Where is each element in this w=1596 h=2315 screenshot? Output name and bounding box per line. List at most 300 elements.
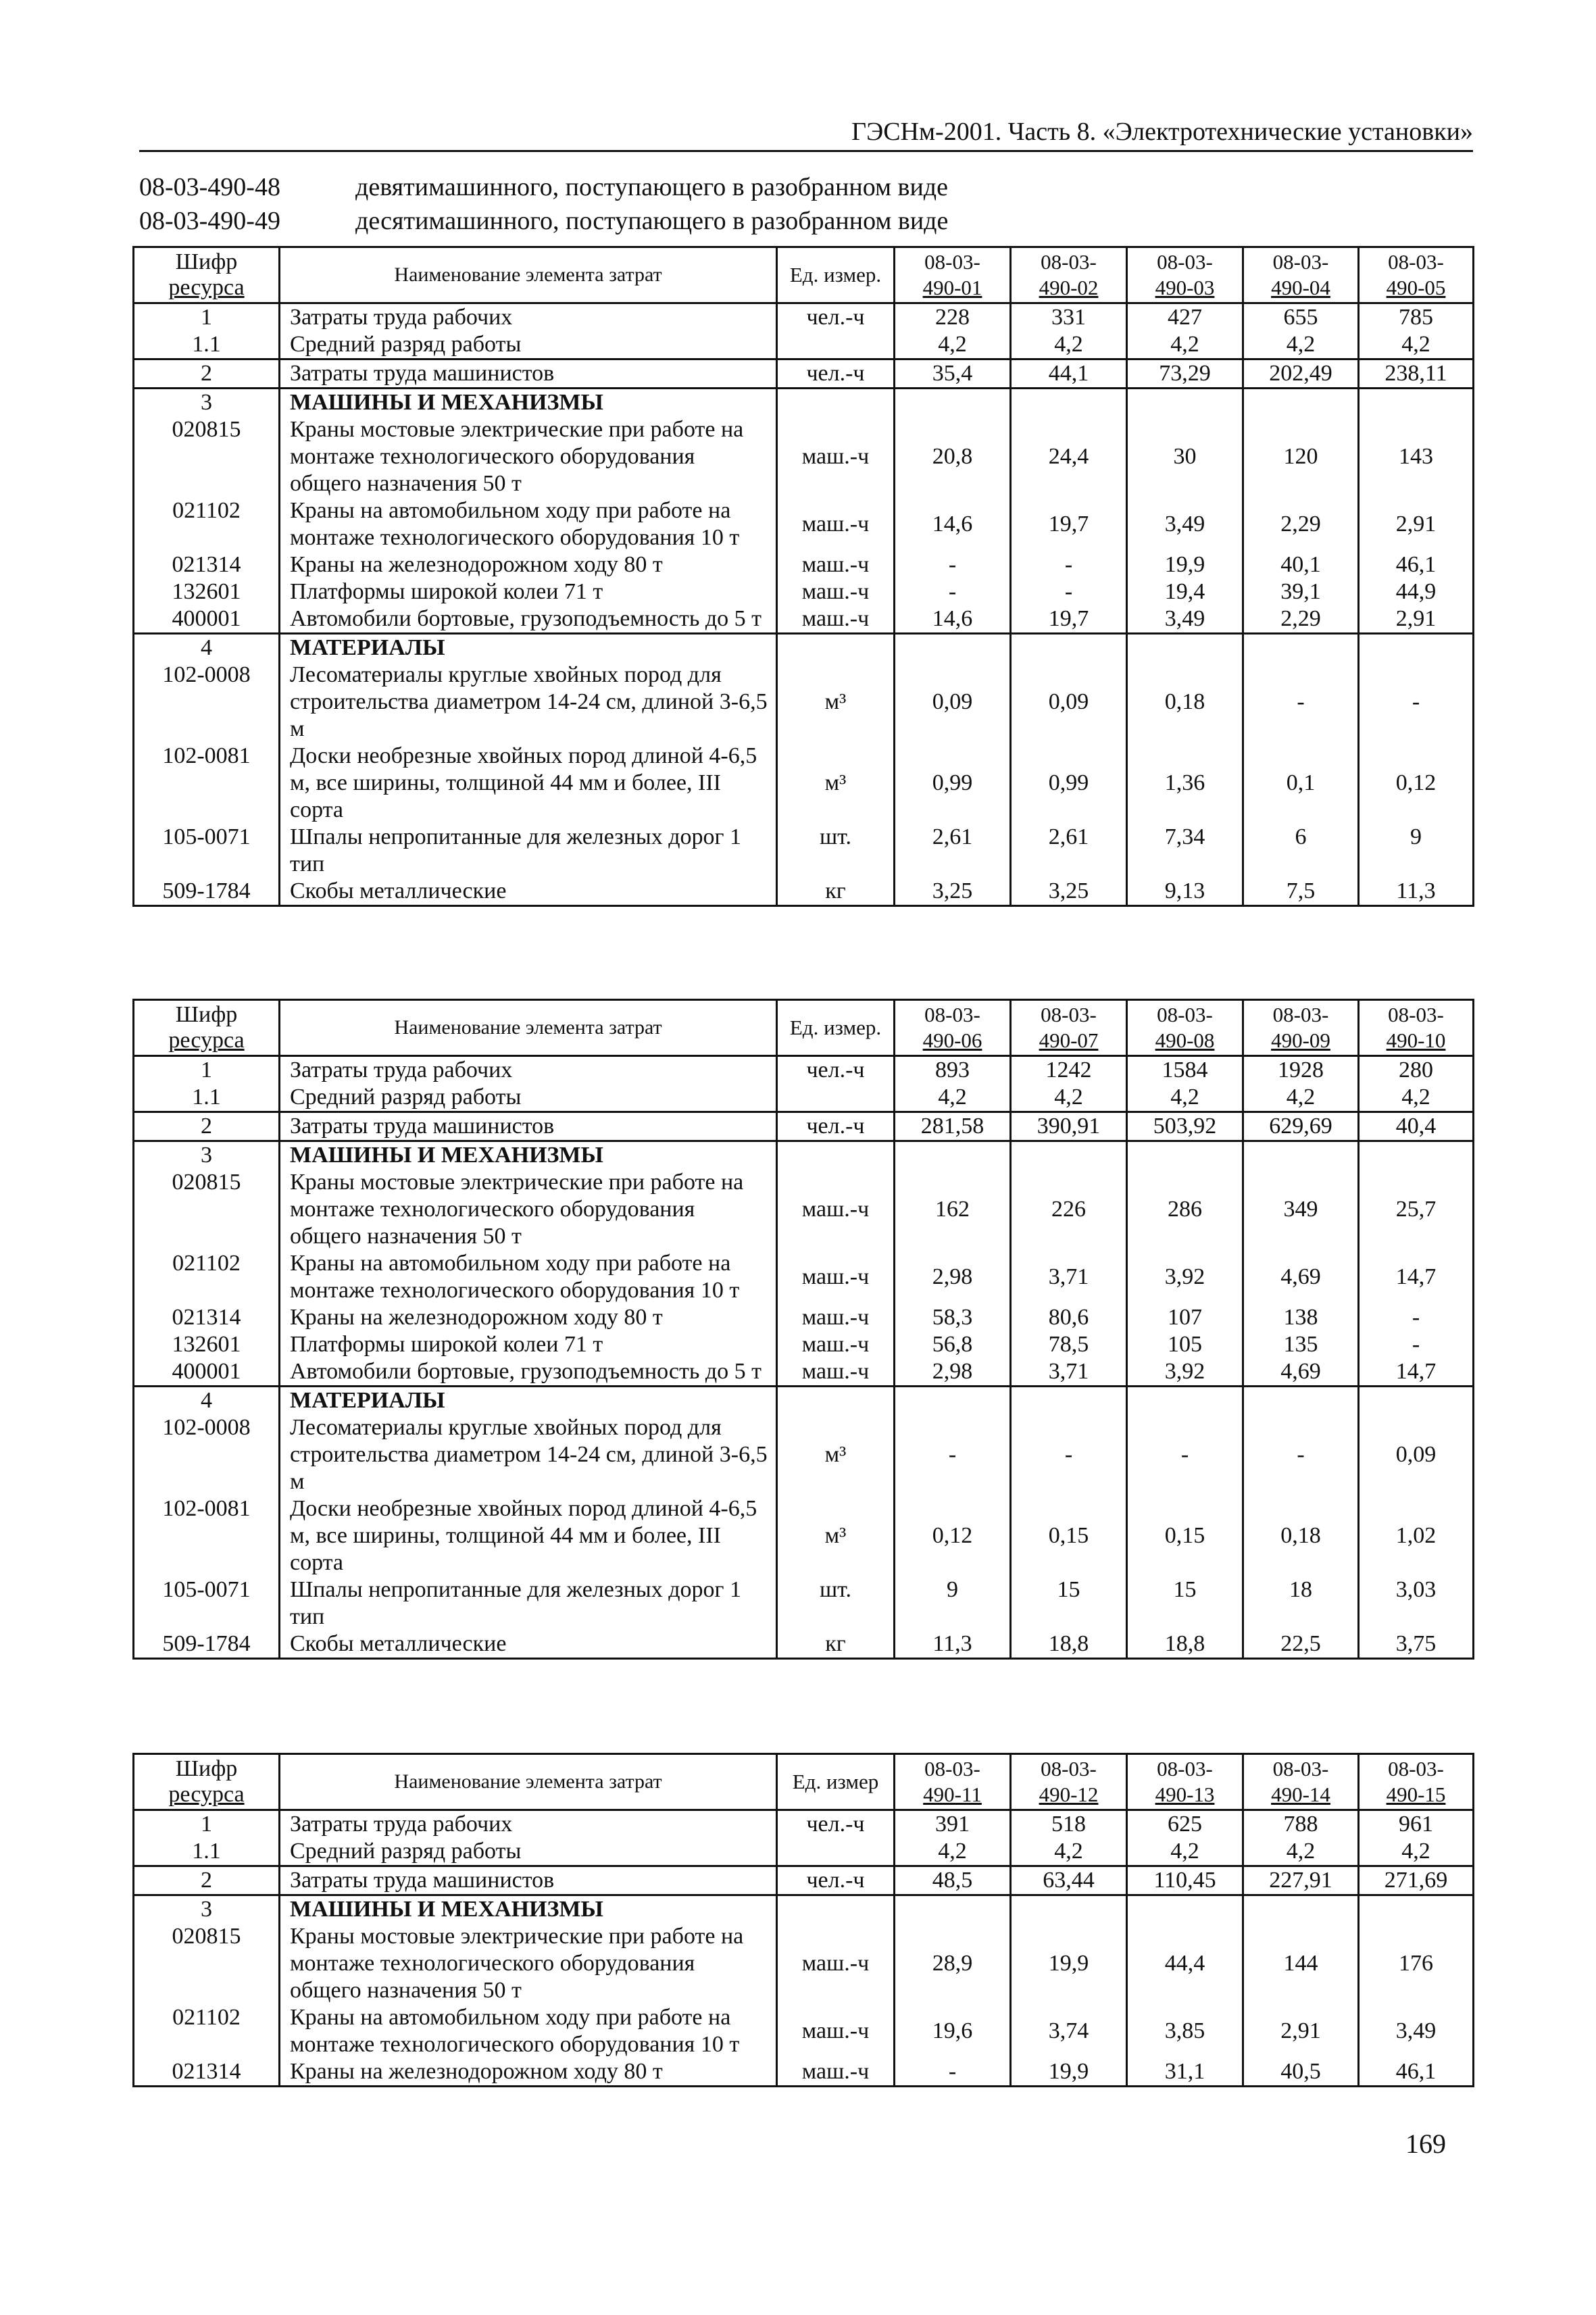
norm-code-line1: 08-03-	[1157, 1757, 1213, 1781]
resource-code-header-line2: ресурса	[168, 1028, 245, 1053]
value-cell: 19,9	[1127, 551, 1243, 578]
value-cell: 4,69	[1243, 1250, 1359, 1304]
value-cell: 4,2	[1243, 1838, 1359, 1866]
table-row	[134, 303, 1474, 332]
cost-element-name: МАТЕРИАЛЫ	[280, 634, 777, 662]
value-cell: 9	[1359, 824, 1474, 878]
cost-element-name: Затраты труда рабочих	[280, 1056, 777, 1085]
cost-element-name: МАТЕРИАЛЫ	[280, 1387, 777, 1415]
value-cell: 11,3	[1359, 878, 1474, 906]
norm-code-line2: 490-04	[1271, 276, 1330, 299]
resource-code: 102-0081	[134, 1495, 280, 1576]
value-cell: -	[1359, 1331, 1474, 1358]
table-row	[134, 605, 1474, 634]
resource-table-1	[132, 246, 1474, 907]
value-cell: 56,8	[895, 1331, 1011, 1358]
cost-element-name: Платформы широкой колеи 71 т	[280, 1331, 777, 1358]
cost-element-name-header: Наименование элемента затрат	[280, 1754, 777, 1810]
cost-element-name: Краны на железнодорожном ходу 80 т	[280, 1304, 777, 1331]
value-cell	[1011, 1387, 1127, 1415]
resource-code: 3	[134, 1141, 280, 1170]
value-cell: 625	[1127, 1810, 1243, 1839]
value-cell: 0,99	[895, 743, 1011, 824]
value-cell: 503,92	[1127, 1112, 1243, 1141]
value-cell: 19,6	[895, 2004, 1011, 2058]
value-cell: 143	[1359, 416, 1474, 497]
value-cell: 31,1	[1127, 2058, 1243, 2087]
value-cell	[1359, 1141, 1474, 1170]
cost-element-name: Автомобили бортовые, грузоподъемность до 5 т	[280, 605, 777, 634]
cost-element-name: Затраты труда рабочих	[280, 303, 777, 332]
unit-header: Ед. измер.	[777, 247, 895, 303]
value-cell: 0,15	[1011, 1495, 1127, 1576]
cost-element-name: МАШИНЫ И МЕХАНИЗМЫ	[280, 1895, 777, 1924]
value-cell	[1243, 634, 1359, 662]
value-cell: 7,34	[1127, 824, 1243, 878]
cost-element-name: Краны мостовые электрические при работе на монтаже технологического оборудования общего назначения 50 т	[280, 1169, 777, 1250]
value-cell: 3,25	[1011, 878, 1127, 906]
table-row	[134, 1866, 1474, 1895]
value-cell: 271,69	[1359, 1866, 1474, 1895]
value-cell: 44,9	[1359, 578, 1474, 605]
norm-code-line2: 490-10	[1386, 1028, 1446, 1052]
resource-code: 1	[134, 303, 280, 332]
value-cell	[895, 389, 1011, 417]
value-cell: 3,25	[895, 878, 1011, 906]
norm-code-header	[1359, 1754, 1474, 1810]
value-cell: 2,98	[895, 1358, 1011, 1387]
value-cell: 961	[1359, 1810, 1474, 1839]
code-line	[139, 204, 948, 238]
norm-code-header	[1243, 1754, 1359, 1810]
value-cell: 3,49	[1359, 2004, 1474, 2058]
value-cell: 4,2	[1243, 331, 1359, 359]
norm-code-line1: 08-03-	[1388, 1003, 1444, 1026]
cost-element-name: Платформы широкой колеи 71 т	[280, 578, 777, 605]
cost-element-name: Краны на автомобильном ходу при работе на монтаже технологического оборудования 10 т	[280, 2004, 777, 2058]
unit: чел.-ч	[777, 1056, 895, 1085]
resource-code: 4	[134, 634, 280, 662]
table-row	[134, 1495, 1474, 1576]
norm-code-line2: 490-15	[1386, 1783, 1446, 1806]
resource-code: 132601	[134, 578, 280, 605]
value-cell: 144	[1243, 1923, 1359, 2004]
value-cell: -	[1359, 1304, 1474, 1331]
unit: маш.-ч	[777, 551, 895, 578]
value-cell	[1011, 1895, 1127, 1924]
value-cell: 893	[895, 1056, 1011, 1085]
value-cell	[1011, 634, 1127, 662]
value-cell: 46,1	[1359, 551, 1474, 578]
cost-element-name: Краны мостовые электрические при работе на монтаже технологического оборудования общего назначения 50 т	[280, 1923, 777, 2004]
value-cell: 44,1	[1011, 359, 1127, 389]
value-cell: 3,71	[1011, 1250, 1127, 1304]
resource-code: 132601	[134, 1331, 280, 1358]
table-row	[134, 743, 1474, 824]
value-cell	[1243, 389, 1359, 417]
value-cell: 1928	[1243, 1056, 1359, 1085]
norm-code-line2: 490-11	[923, 1783, 982, 1806]
value-cell: 14,6	[895, 605, 1011, 634]
unit: маш.-ч	[777, 416, 895, 497]
table-row	[134, 389, 1474, 417]
resource-code: 3	[134, 1895, 280, 1924]
value-cell: 788	[1243, 1810, 1359, 1839]
cost-element-name: Шпалы непропитанные для железных дорог 1 тип	[280, 1576, 777, 1631]
resource-code: 400001	[134, 1358, 280, 1387]
value-cell: -	[895, 578, 1011, 605]
value-cell	[1243, 1141, 1359, 1170]
code-line	[139, 170, 948, 204]
value-cell: 162	[895, 1169, 1011, 1250]
norm-code-line1: 08-03-	[1272, 1757, 1329, 1781]
value-cell: 2,91	[1359, 497, 1474, 551]
norm-code-header	[1127, 1000, 1243, 1056]
resource-code: 3	[134, 389, 280, 417]
value-cell: 58,3	[895, 1304, 1011, 1331]
value-cell: 2,91	[1359, 605, 1474, 634]
unit: кг	[777, 878, 895, 906]
value-cell: 3,49	[1127, 605, 1243, 634]
value-cell: 0,1	[1243, 743, 1359, 824]
value-cell: 4,2	[1127, 1084, 1243, 1112]
cost-element-name: МАШИНЫ И МЕХАНИЗМЫ	[280, 1141, 777, 1170]
norm-code-line1: 08-03-	[1041, 250, 1097, 274]
resource-code: 021314	[134, 1304, 280, 1331]
value-cell: 40,1	[1243, 551, 1359, 578]
table-header-row	[134, 1754, 1474, 1810]
value-cell	[1011, 389, 1127, 417]
resource-code: 021102	[134, 2004, 280, 2058]
value-cell: 4,2	[1011, 1084, 1127, 1112]
unit: маш.-ч	[777, 1250, 895, 1304]
value-cell: 4,2	[1359, 331, 1474, 359]
value-cell: 785	[1359, 303, 1474, 332]
value-cell: 2,91	[1243, 2004, 1359, 2058]
cost-element-name: Доски необрезные хвойных пород длиной 4-6,5 м, все ширины, толщиной 44 мм и более, III сорта	[280, 1495, 777, 1576]
unit: м³	[777, 1414, 895, 1495]
value-cell: 19,9	[1011, 2058, 1127, 2087]
unit: шт.	[777, 824, 895, 878]
unit: кг	[777, 1631, 895, 1659]
unit: маш.-ч	[777, 1923, 895, 2004]
value-cell: 4,69	[1243, 1358, 1359, 1387]
value-cell: -	[895, 551, 1011, 578]
value-cell: 2,29	[1243, 497, 1359, 551]
norm-code-header	[1011, 247, 1127, 303]
norm-code-line2: 490-07	[1039, 1028, 1099, 1052]
norm-code-line1: 08-03-	[924, 1757, 980, 1781]
unit: маш.-ч	[777, 605, 895, 634]
value-cell: 391	[895, 1810, 1011, 1839]
norm-code-line1: 08-03-	[1041, 1757, 1097, 1781]
value-cell: 80,6	[1011, 1304, 1127, 1331]
value-cell: -	[1127, 1414, 1243, 1495]
header-rule	[139, 150, 1473, 152]
value-cell: 0,09	[895, 662, 1011, 743]
resource-code: 021102	[134, 1250, 280, 1304]
value-cell: 331	[1011, 303, 1127, 332]
table-row	[134, 1387, 1474, 1415]
value-cell: 4,2	[1359, 1084, 1474, 1112]
unit: маш.-ч	[777, 1331, 895, 1358]
value-cell: 40,4	[1359, 1112, 1474, 1141]
value-cell: 176	[1359, 1923, 1474, 2004]
norm-code-line1: 08-03-	[924, 250, 980, 274]
cost-element-name-header: Наименование элемента затрат	[280, 1000, 777, 1056]
resource-table-3	[132, 1753, 1474, 2087]
value-cell: 3,74	[1011, 2004, 1127, 2058]
value-cell: 518	[1011, 1810, 1127, 1839]
table-row	[134, 1304, 1474, 1331]
value-cell: 4,2	[895, 1838, 1011, 1866]
norm-code-header	[895, 1000, 1011, 1056]
table-row	[134, 1810, 1474, 1839]
value-cell: 4,2	[1243, 1084, 1359, 1112]
value-cell: 4,2	[895, 331, 1011, 359]
unit: чел.-ч	[777, 1866, 895, 1895]
cost-element-name: Краны на железнодорожном ходу 80 т	[280, 2058, 777, 2087]
page-number: 169	[1405, 2129, 1446, 2159]
value-cell: 39,1	[1243, 578, 1359, 605]
value-cell: 4,2	[1011, 331, 1127, 359]
value-cell: 629,69	[1243, 1112, 1359, 1141]
value-cell: 110,45	[1127, 1866, 1243, 1895]
cost-element-name: Средний разряд работы	[280, 1838, 777, 1866]
value-cell: 73,29	[1127, 359, 1243, 389]
value-cell	[1359, 389, 1474, 417]
norm-code-header	[895, 1754, 1011, 1810]
resource-code: 020815	[134, 1169, 280, 1250]
norm-code-line1: 08-03-	[1157, 250, 1213, 274]
cost-element-name: Средний разряд работы	[280, 331, 777, 359]
resource-code: 2	[134, 1112, 280, 1141]
value-cell: 0,18	[1127, 662, 1243, 743]
resource-code: 509-1784	[134, 1631, 280, 1659]
value-cell	[1127, 1387, 1243, 1415]
resource-code-header	[134, 1754, 280, 1810]
resource-code-header	[134, 1000, 280, 1056]
resource-code: 021314	[134, 551, 280, 578]
value-cell: 0,18	[1243, 1495, 1359, 1576]
unit	[777, 634, 895, 662]
value-cell: 1,02	[1359, 1495, 1474, 1576]
value-cell: 3,92	[1127, 1250, 1243, 1304]
value-cell: 655	[1243, 303, 1359, 332]
value-cell	[1127, 1895, 1243, 1924]
cost-element-name: Затраты труда машинистов	[280, 359, 777, 389]
value-cell: 48,5	[895, 1866, 1011, 1895]
value-cell: 14,7	[1359, 1250, 1474, 1304]
value-cell: 35,4	[895, 359, 1011, 389]
resource-code-header	[134, 247, 280, 303]
value-cell: -	[895, 1414, 1011, 1495]
norm-code-line2: 490-02	[1039, 276, 1099, 299]
value-cell: 2,61	[895, 824, 1011, 878]
table-row	[134, 1169, 1474, 1250]
value-cell: 19,7	[1011, 605, 1127, 634]
value-cell: 3,03	[1359, 1576, 1474, 1631]
resource-code: 105-0071	[134, 824, 280, 878]
value-cell: 2,98	[895, 1250, 1011, 1304]
unit	[777, 1387, 895, 1415]
table-row	[134, 1056, 1474, 1085]
value-cell: 0,99	[1011, 743, 1127, 824]
value-cell: 0,09	[1359, 1414, 1474, 1495]
value-cell	[895, 634, 1011, 662]
code-number: 08-03-490-49	[139, 207, 280, 235]
value-cell: -	[1011, 1414, 1127, 1495]
value-cell	[1127, 634, 1243, 662]
value-cell: 107	[1127, 1304, 1243, 1331]
unit: маш.-ч	[777, 1358, 895, 1387]
unit: маш.-ч	[777, 2004, 895, 2058]
value-cell: 44,4	[1127, 1923, 1243, 2004]
value-cell: 3,92	[1127, 1358, 1243, 1387]
value-cell: 238,11	[1359, 359, 1474, 389]
table-row	[134, 359, 1474, 389]
value-cell: 286	[1127, 1169, 1243, 1250]
cost-element-name: Краны на автомобильном ходу при работе на монтаже технологического оборудования 10 т	[280, 497, 777, 551]
table-row	[134, 1895, 1474, 1924]
unit	[777, 1141, 895, 1170]
unit	[777, 331, 895, 359]
value-cell: 30	[1127, 416, 1243, 497]
norm-code-line1: 08-03-	[1157, 1003, 1213, 1026]
resource-code: 102-0081	[134, 743, 280, 824]
table-header-row	[134, 1000, 1474, 1056]
value-cell: 281,58	[895, 1112, 1011, 1141]
value-cell: 40,5	[1243, 2058, 1359, 2087]
table-row	[134, 1576, 1474, 1631]
value-cell: 19,4	[1127, 578, 1243, 605]
norm-code-line1: 08-03-	[1388, 1757, 1444, 1781]
value-cell: 1584	[1127, 1056, 1243, 1085]
norm-code-line2: 490-08	[1155, 1028, 1215, 1052]
table-row	[134, 331, 1474, 359]
value-cell: 0,12	[895, 1495, 1011, 1576]
value-cell: 390,91	[1011, 1112, 1127, 1141]
unit	[777, 1084, 895, 1112]
code-description: девятимашинного, поступающего в разобранном виде	[355, 173, 949, 201]
cost-element-name: Доски необрезные хвойных пород длиной 4-6,5 м, все ширины, толщиной 44 мм и более, III сорта	[280, 743, 777, 824]
resource-code: 102-0008	[134, 662, 280, 743]
value-cell	[895, 1141, 1011, 1170]
value-cell: 2,29	[1243, 605, 1359, 634]
value-cell	[1359, 634, 1474, 662]
cost-element-name: Лесоматериалы круглые хвойных пород для строительства диаметром 14-24 см, длиной 3-6,5 м	[280, 662, 777, 743]
value-cell: 24,4	[1011, 416, 1127, 497]
value-cell: 46,1	[1359, 2058, 1474, 2087]
table-row	[134, 551, 1474, 578]
value-cell: 18,8	[1011, 1631, 1127, 1659]
resource-code-header-line2: ресурса	[168, 275, 245, 300]
resource-code: 1	[134, 1056, 280, 1085]
cost-element-name: Скобы металлические	[280, 878, 777, 906]
code-description: десятимашинного, поступающего в разобранном виде	[355, 207, 949, 235]
norm-code-header	[1243, 1000, 1359, 1056]
table-row	[134, 497, 1474, 551]
norm-code-line2: 490-14	[1271, 1783, 1330, 1806]
value-cell: 2,61	[1011, 824, 1127, 878]
value-cell: 9	[895, 1576, 1011, 1631]
norm-code-header	[1127, 1754, 1243, 1810]
value-cell: 15	[1011, 1576, 1127, 1631]
resource-table-2	[132, 999, 1474, 1660]
unit: чел.-ч	[777, 1112, 895, 1141]
resource-code: 102-0008	[134, 1414, 280, 1495]
value-cell: 4,2	[1011, 1838, 1127, 1866]
resource-code: 020815	[134, 416, 280, 497]
norm-code-line1: 08-03-	[1388, 250, 1444, 274]
value-cell: 228	[895, 303, 1011, 332]
value-cell: 0,12	[1359, 743, 1474, 824]
value-cell: 3,85	[1127, 2004, 1243, 2058]
value-cell: 14,6	[895, 497, 1011, 551]
value-cell: 226	[1011, 1169, 1127, 1250]
resource-code: 2	[134, 1866, 280, 1895]
value-cell: 3,71	[1011, 1358, 1127, 1387]
value-cell: 25,7	[1359, 1169, 1474, 1250]
unit-header: Ед. измер.	[777, 1000, 895, 1056]
table-row	[134, 1631, 1474, 1659]
cost-element-name-header: Наименование элемента затрат	[280, 247, 777, 303]
cost-element-name: Автомобили бортовые, грузоподъемность до 5 т	[280, 1358, 777, 1387]
unit: м³	[777, 662, 895, 743]
value-cell: 138	[1243, 1304, 1359, 1331]
cost-element-name: Скобы металлические	[280, 1631, 777, 1659]
resource-code-header-line1: Шифр	[175, 1002, 238, 1027]
unit-header: Ед. измер	[777, 1754, 895, 1810]
value-cell: 0,09	[1011, 662, 1127, 743]
unit	[777, 1838, 895, 1866]
norm-code-header	[1359, 1000, 1474, 1056]
table-row	[134, 2004, 1474, 2058]
value-cell: 105	[1127, 1331, 1243, 1358]
norm-code-line1: 08-03-	[1272, 250, 1329, 274]
norm-code-line2: 490-12	[1039, 1783, 1099, 1806]
cost-element-name: Затраты труда машинистов	[280, 1112, 777, 1141]
cost-element-name: Краны на железнодорожном ходу 80 т	[280, 551, 777, 578]
table-row	[134, 662, 1474, 743]
value-cell	[1359, 1387, 1474, 1415]
code-list	[139, 170, 948, 238]
value-cell: 4,2	[1127, 1838, 1243, 1866]
value-cell: 1242	[1011, 1056, 1127, 1085]
value-cell: 18,8	[1127, 1631, 1243, 1659]
resource-code: 1	[134, 1810, 280, 1839]
table-row	[134, 1250, 1474, 1304]
norm-code-line1: 08-03-	[1041, 1003, 1097, 1026]
running-header: ГЭСНм-2001. Часть 8. «Электротехнические установки»	[851, 118, 1473, 146]
unit: м³	[777, 1495, 895, 1576]
cost-element-name: Лесоматериалы круглые хвойных пород для строительства диаметром 14-24 см, длиной 3-6,5 м	[280, 1414, 777, 1495]
resource-code: 020815	[134, 1923, 280, 2004]
value-cell: 22,5	[1243, 1631, 1359, 1659]
resource-code: 021314	[134, 2058, 280, 2087]
value-cell: 15	[1127, 1576, 1243, 1631]
value-cell: 9,13	[1127, 878, 1243, 906]
table-row	[134, 634, 1474, 662]
value-cell: 20,8	[895, 416, 1011, 497]
unit: маш.-ч	[777, 1169, 895, 1250]
norm-code-header	[1011, 1754, 1127, 1810]
value-cell: 63,44	[1011, 1866, 1127, 1895]
unit	[777, 1895, 895, 1924]
value-cell	[1243, 1387, 1359, 1415]
norm-code-header	[1359, 247, 1474, 303]
cost-element-name: МАШИНЫ И МЕХАНИЗМЫ	[280, 389, 777, 417]
